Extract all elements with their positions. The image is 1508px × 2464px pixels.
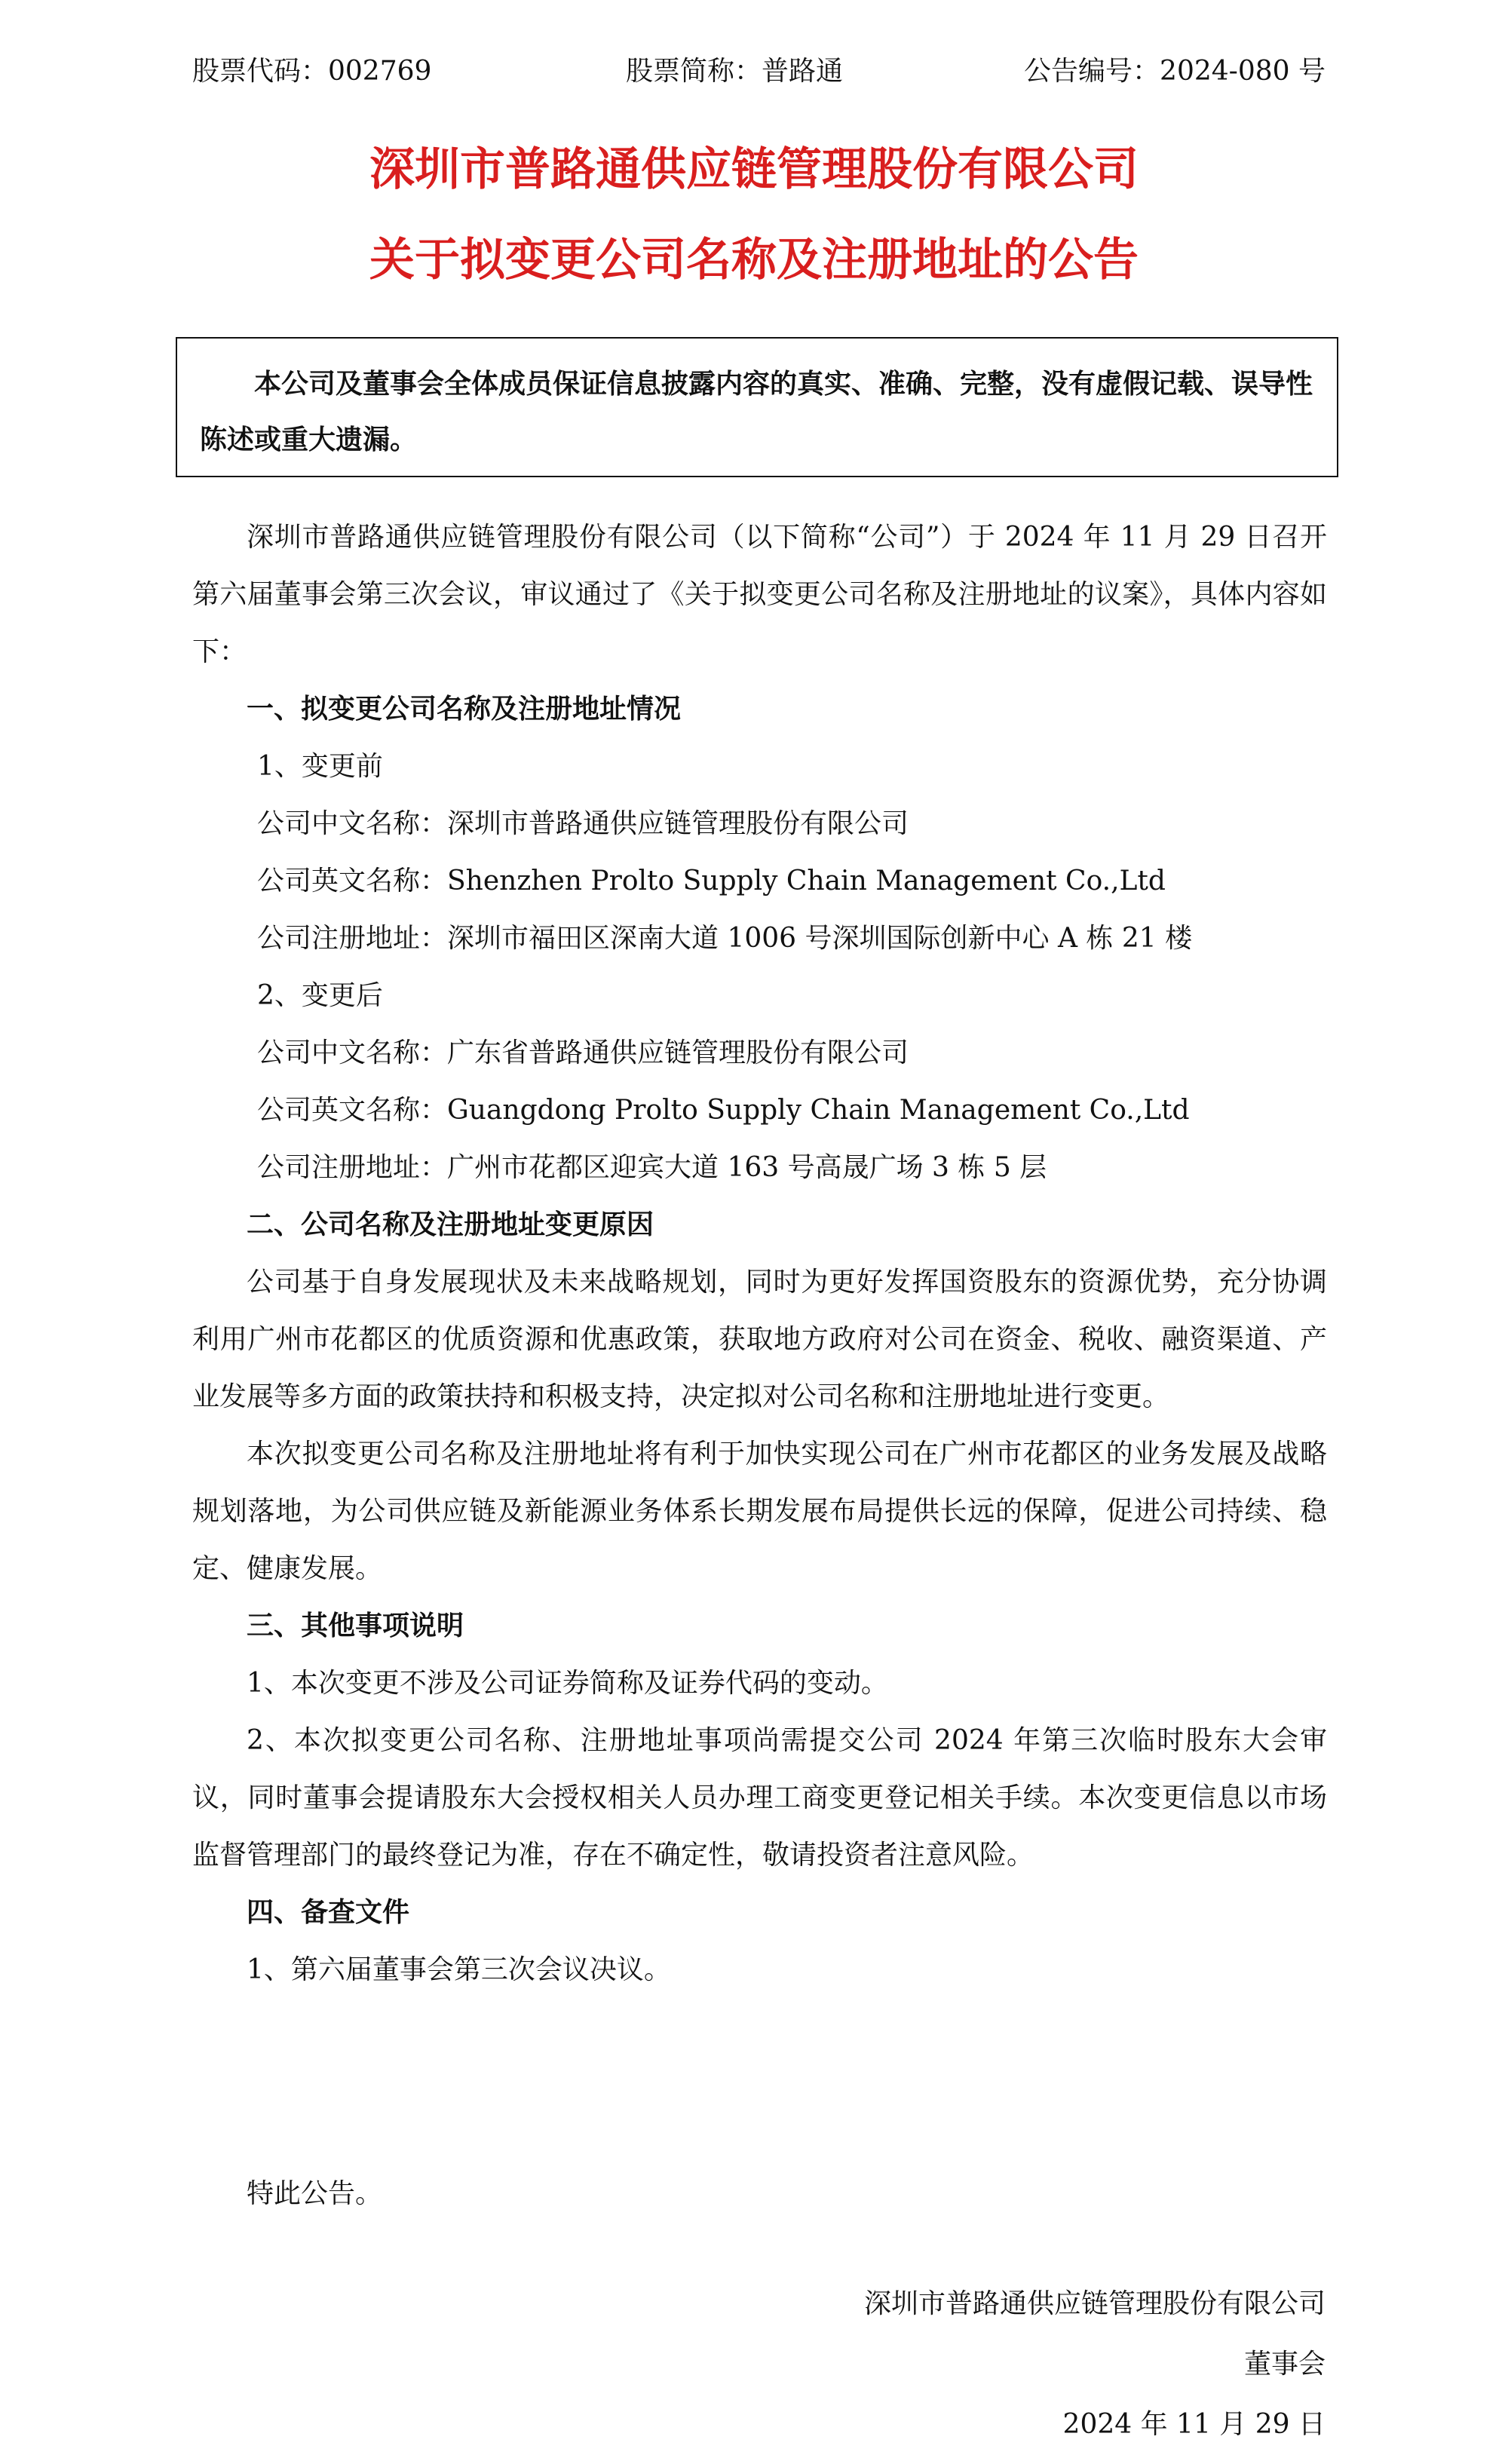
section-1-heading: 一、拟变更公司名称及注册地址情况 bbox=[247, 694, 682, 725]
section-3-paragraph-2: 2、本次拟变更公司名称、注册地址事项尚需提交公司 2024 年第三次临时股东大会审议，同时董事会提请股东大会授权相关人员办理工商变更登记相关手续。本次变更信息以市场监督管理部门的最终登记为准，存在不确定性，敬请投资者注意风险。 bbox=[192, 1725, 1327, 1871]
section-4-heading: 四、备查文件 bbox=[247, 1897, 410, 1928]
after-label: 2、变更后 bbox=[257, 980, 383, 1011]
signature-company: 深圳市普路通供应链管理股份有限公司 bbox=[863, 2288, 1326, 2319]
closing-block bbox=[192, 2165, 1327, 2223]
section-2-paragraph-1: 公司基于自身发展现状及未来战略规划，同时为更好发挥国资股东的资源优势，充分协调利用广州市花都区的优质资源和优惠政策，获取地方政府对公司在资金、税收、融资渠道、产业发展等多方面的政策扶持和积极支持，决定拟对公司名称和注册地址进行变更。 bbox=[192, 1267, 1327, 1412]
after-english-name: 公司英文名称：Guangdong Prolto Supply Chain Management Co.,Ltd bbox=[257, 1095, 1190, 1126]
before-registered-address: 公司注册地址：深圳市福田区深南大道 1006 号深圳国际创新中心 A 栋 21 楼 bbox=[257, 923, 1193, 954]
intro-paragraph: 深圳市普路通供应链管理股份有限公司（以下简称“公司”）于 2024 年 11 月 29 日召开第六届董事会第三次会议，审议通过了《关于拟变更公司名称及注册地址的议案》，具体内容如下： bbox=[192, 522, 1327, 667]
closing-text: 特此公告。 bbox=[247, 2178, 383, 2209]
stock-abbreviation: 股票简称：普路通 bbox=[626, 56, 844, 87]
before-english-name: 公司英文名称：Shenzhen Prolto Supply Chain Management Co.,Ltd bbox=[257, 866, 1166, 896]
after-chinese-name: 公司中文名称：广东省普路通供应链管理股份有限公司 bbox=[257, 1037, 909, 1068]
section-3-heading: 三、其他事项说明 bbox=[247, 1610, 464, 1641]
section-2-heading: 二、公司名称及注册地址变更原因 bbox=[247, 1209, 654, 1240]
section-2-paragraph-2: 本次拟变更公司名称及注册地址将有利于加快实现公司在广州市花都区的业务发展及战略规划落地，为公司供应链及新能源业务体系长期发展布局提供长远的保障，促进公司持续、稳定、健康发展。 bbox=[192, 1439, 1327, 1584]
before-chinese-name: 公司中文名称：深圳市普路通供应链管理股份有限公司 bbox=[257, 808, 909, 839]
before-label: 1、变更前 bbox=[257, 751, 383, 782]
signature-board: 董事会 bbox=[1243, 2349, 1326, 2380]
disclosure-notice-box: 本公司及董事会全体成员保证信息披露内容的真实、准确、完整，没有虚假记载、误导性陈述或重大遗漏。 bbox=[176, 337, 1338, 477]
body-main bbox=[192, 509, 1327, 1999]
section-3-paragraph-1: 1、本次变更不涉及公司证券简称及证券代码的变动。 bbox=[247, 1668, 888, 1699]
section-4-paragraph-1: 1、第六届董事会第三次会议决议。 bbox=[247, 1954, 671, 1985]
stock-code: 股票代码：002769 bbox=[192, 56, 432, 87]
title-line-1: 深圳市普路通供应链管理股份有限公司 bbox=[369, 143, 1139, 196]
signature-date: 2024 年 11 月 29 日 bbox=[1062, 2409, 1326, 2440]
announcement-number: 公告编号：2024-080 号 bbox=[1024, 56, 1326, 87]
title-line-2: 关于拟变更公司名称及注册地址的公告 bbox=[369, 234, 1139, 287]
after-registered-address: 公司注册地址：广州市花都区迎宾大道 163 号高晟广场 3 栋 5 层 bbox=[257, 1152, 1047, 1183]
